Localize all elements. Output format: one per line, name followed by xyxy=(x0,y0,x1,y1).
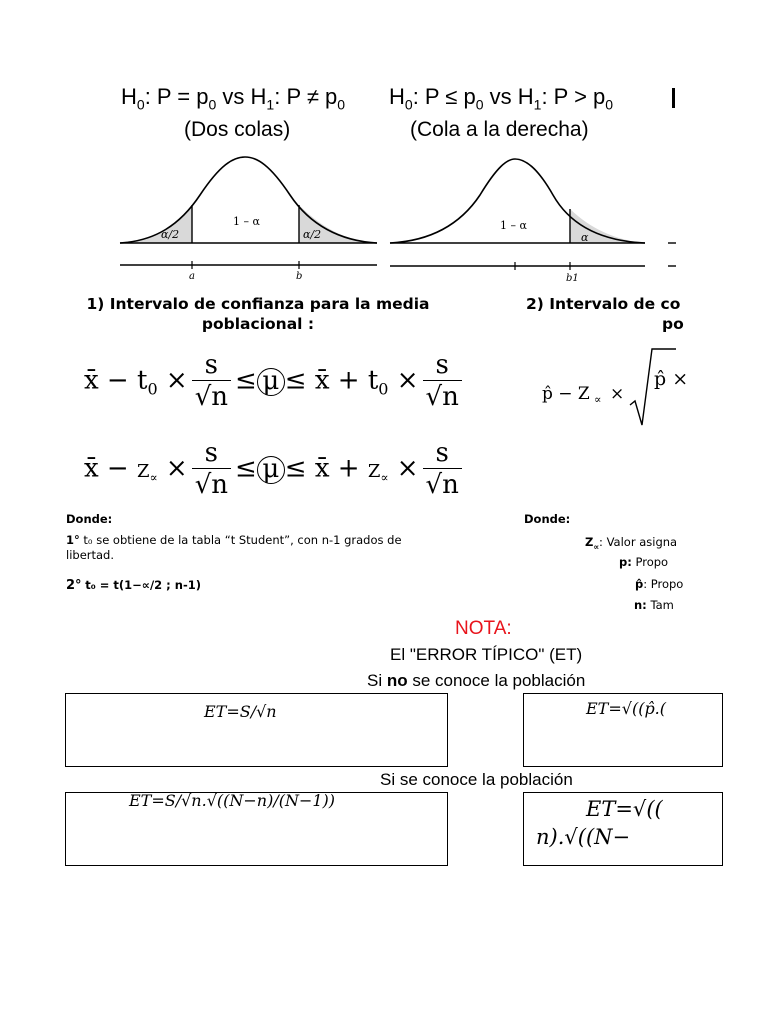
hypothesis-right-tailed: $H_0$: $P \le p_0$ vs $H_1$: $P > p_0$ xyxy=(389,84,614,113)
tick-label-a: a xyxy=(189,271,195,282)
population-known-heading: Si se conoce la población xyxy=(380,770,573,789)
p-definition: p: Propo xyxy=(619,555,669,569)
right-tailed-normal-curve xyxy=(385,145,676,285)
svg-text:p̂ − Z: p̂ − Z xyxy=(542,384,590,404)
alpha-half-right: α/2 xyxy=(303,228,322,241)
phat-definition: p̂: Propo xyxy=(635,577,684,591)
svg-text:p̂ ×: p̂ × xyxy=(654,368,689,390)
n-definition: n: Tam xyxy=(634,598,674,612)
tick-label-b1: b1 xyxy=(566,273,579,284)
note-1: 1° t₀ se obtiene de la tabla “t Student”, con n-1 grados de libertad. xyxy=(66,533,402,562)
et-formula-1: ET=S/√n xyxy=(204,702,277,721)
nota-subtitle: El "ERROR TÍPICO" (ET) xyxy=(390,645,583,664)
alpha-right-tail: α xyxy=(581,231,589,244)
section2-title: 2) Intervalo de co po xyxy=(526,295,684,333)
et-box-sample-known xyxy=(65,792,448,866)
et-formula-4-line1: ET=√(( xyxy=(586,797,663,821)
et-box-sample-unknown xyxy=(65,693,448,767)
two-tailed-normal-curve xyxy=(115,145,385,285)
donde-right: Donde: xyxy=(524,512,571,526)
mu-circled: μ xyxy=(257,368,285,396)
one-minus-alpha-left: 1 – α xyxy=(233,215,260,228)
et-box-proportion-unknown xyxy=(523,693,723,767)
z-definition: $Z_\propto$: Valor asigna xyxy=(585,535,678,552)
formula-t-interval: x̄ − $t_0$ × $\frac{s}{√n}$ ≤ μ ≤ x̄ + $t_0$ × $\frac{s}{√n}$ xyxy=(84,350,466,413)
svg-text:∝: ∝ xyxy=(594,393,602,406)
right-tailed-label: (Cola a la derecha) xyxy=(410,118,589,141)
nota-title: NOTA: xyxy=(455,618,512,639)
two-tailed-label: (Dos colas) xyxy=(184,118,291,141)
note-2: 2° t₀ = t(1−∝/2 ; n-1) xyxy=(66,578,201,593)
et-formula-3: ET=S/√n.√((N−n)/(N−1)) xyxy=(129,791,336,810)
cut-off-glyph xyxy=(672,88,675,108)
alpha-half-left: α/2 xyxy=(161,228,180,241)
donde-left: Donde: xyxy=(66,512,113,526)
tick-label-b: b xyxy=(296,271,303,282)
et-formula-2: ET=√((p̂.( xyxy=(586,699,667,718)
et-box-proportion-known xyxy=(523,792,723,866)
population-unknown-heading: Si no se conoce la población xyxy=(367,671,586,690)
mu-circled-2: μ xyxy=(257,456,285,484)
et-formula-4-line2: n).√((N− xyxy=(536,825,631,849)
formula-z-interval: x̄ − $Z_\propto$ × $\frac{s}{√n}$ ≤ μ ≤ x̄ + $Z_\propto$ × $\frac{s}{√n}$ xyxy=(84,438,466,501)
svg-text:×: × xyxy=(610,384,625,404)
section1-title: 1) Intervalo de confianza para la media poblacional : xyxy=(86,295,430,333)
one-minus-alpha-right: 1 – α xyxy=(500,219,527,232)
hypothesis-two-tailed: $H_0$: $P = p_0$ vs $H_1$: $P \ne p_0$ xyxy=(121,84,346,113)
formula-proportion xyxy=(540,345,689,430)
